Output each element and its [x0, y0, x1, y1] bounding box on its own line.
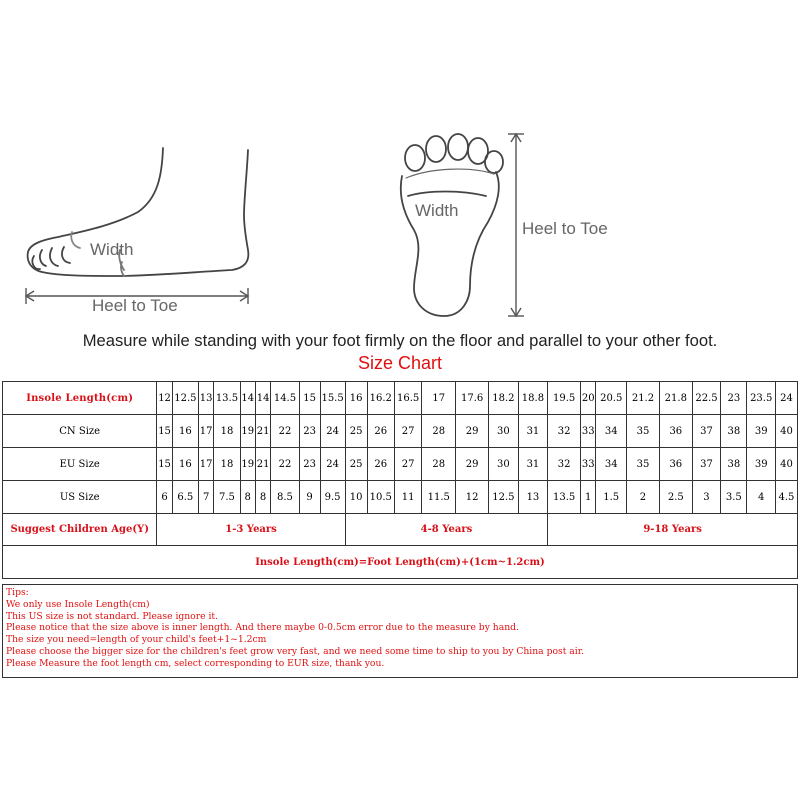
cn-size-value: 24: [320, 415, 345, 448]
us-size-value: 4.5: [775, 481, 797, 514]
foot-diagrams: [0, 0, 800, 330]
us-size-value: 2: [627, 481, 660, 514]
tip-line: Please Measure the foot length cm, select corresponding to EUR size, thank you.: [6, 657, 385, 669]
tip-line: Please choose the bigger size for the children's feet grow very fast, and we need some time to ship to you by China post air.: [6, 645, 585, 657]
cn-size-value: 40: [775, 415, 797, 448]
insole-value: 16.2: [367, 382, 394, 415]
size-chart-table: [2, 381, 798, 579]
eu-size-value: 27: [394, 448, 421, 481]
us-size-value: 8.5: [271, 481, 299, 514]
eu-size-value: 33: [581, 448, 596, 481]
tip-line: The size you need=length of your child's feet+1~1.2cm: [6, 634, 267, 646]
age-group-1-3: 1-3 Years: [157, 514, 345, 546]
eu-size-value: 34: [596, 448, 627, 481]
tips-box: [2, 584, 798, 678]
insole-value: 12.5: [172, 382, 198, 415]
cn-size-value: 34: [596, 415, 627, 448]
us-size-value: 12.5: [489, 481, 519, 514]
insole-value: 16: [345, 382, 367, 415]
us-size-value: 8: [255, 481, 270, 514]
eu-size-value: 38: [721, 448, 747, 481]
cn-size-value: 22: [271, 415, 299, 448]
cn-size-value: 26: [367, 415, 394, 448]
insole-value: 16.5: [394, 382, 421, 415]
insole-formula: Insole Length(cm)=Foot Length(cm)+(1cm~1.2cm): [3, 546, 798, 579]
cn-size-value: 18: [214, 415, 240, 448]
us-size-value: 11: [394, 481, 421, 514]
eu-size-value: 16: [172, 448, 198, 481]
cn-size-value: 29: [456, 415, 489, 448]
cn-size-value: 38: [721, 415, 747, 448]
insole-value: 17: [422, 382, 456, 415]
insole-value: 19.5: [548, 382, 581, 415]
cn-size-value: 28: [422, 415, 456, 448]
eu-size-value: 32: [548, 448, 581, 481]
us-size-value: 6: [157, 481, 172, 514]
insole-value: 20.5: [596, 382, 627, 415]
eu-size-value: 36: [659, 448, 692, 481]
eu-size-value: 31: [518, 448, 548, 481]
us-size-value: 7: [198, 481, 213, 514]
cn-size-value: 21: [255, 415, 270, 448]
eu-size-value: 40: [775, 448, 797, 481]
us-size-value: 7.5: [214, 481, 240, 514]
cn-size-value: 39: [747, 415, 775, 448]
insole-value: 24: [775, 382, 797, 415]
cn-size-value: 31: [518, 415, 548, 448]
cn-size-value: 32: [548, 415, 581, 448]
cn-size-value: 36: [659, 415, 692, 448]
eu-size-label: EU Size: [3, 448, 157, 481]
eu-size-value: 37: [692, 448, 720, 481]
eu-size-value: 21: [255, 448, 270, 481]
cn-size-value: 35: [627, 415, 660, 448]
eu-size-value: 18: [214, 448, 240, 481]
tip-line: Please notice that the size above is inner length. And there maybe 0-0.5cm error due to the measure by hand.: [6, 622, 519, 634]
insole-length-label: Insole Length(cm): [3, 382, 157, 415]
cn-size-value: 27: [394, 415, 421, 448]
insole-value: 17.6: [456, 382, 489, 415]
tip-line: This US size is not standard. Please ignore it.: [6, 610, 219, 622]
insole-value: 14: [240, 382, 255, 415]
us-size-value: 8: [240, 481, 255, 514]
tips-heading: Tips:: [6, 587, 29, 598]
cn-size-value: 33: [581, 415, 596, 448]
age-group-9-18: 9-18 Years: [548, 514, 798, 546]
eu-size-value: 22: [271, 448, 299, 481]
us-size-value: 9.5: [320, 481, 345, 514]
eu-size-value: 19: [240, 448, 255, 481]
cn-size-row: [3, 415, 798, 448]
insole-value: 18.2: [489, 382, 519, 415]
us-size-value: 13.5: [548, 481, 581, 514]
us-size-value: 3: [692, 481, 720, 514]
us-size-value: 6.5: [172, 481, 198, 514]
cn-size-value: 37: [692, 415, 720, 448]
us-size-row: [3, 481, 798, 514]
top-length-label: Heel to Toe: [522, 219, 608, 238]
us-size-value: 10: [345, 481, 367, 514]
us-size-value: 3.5: [721, 481, 747, 514]
eu-size-value: 28: [422, 448, 456, 481]
eu-size-value: 17: [198, 448, 213, 481]
top-view-foot: [401, 134, 503, 316]
insole-value: 18.8: [518, 382, 548, 415]
eu-size-value: 25: [345, 448, 367, 481]
us-size-value: 9: [299, 481, 320, 514]
cn-size-value: 25: [345, 415, 367, 448]
eu-size-value: 29: [456, 448, 489, 481]
us-size-value: 1.5: [596, 481, 627, 514]
us-size-value: 10.5: [367, 481, 394, 514]
insole-value: 14.5: [271, 382, 299, 415]
us-size-value: 4: [747, 481, 775, 514]
insole-value: 15: [299, 382, 320, 415]
eu-size-value: 23: [299, 448, 320, 481]
foot-illustrations: [0, 0, 800, 330]
cn-size-value: 15: [157, 415, 172, 448]
insole-value: 22.5: [692, 382, 720, 415]
insole-value: 13.5: [214, 382, 240, 415]
insole-value: 12: [157, 382, 172, 415]
eu-size-value: 30: [489, 448, 519, 481]
measurement-instruction: Measure while standing with your foot firmly on the floor and parallel to your other foot.: [82, 331, 718, 350]
insole-value: 15.5: [320, 382, 345, 415]
eu-size-value: 15: [157, 448, 172, 481]
eu-size-value: 24: [320, 448, 345, 481]
cn-size-label: CN Size: [3, 415, 157, 448]
children-age-row: [3, 514, 798, 546]
us-size-value: 2.5: [659, 481, 692, 514]
us-size-value: 12: [456, 481, 489, 514]
side-width-label: Width: [90, 240, 134, 259]
size-chart-title: Size Chart: [357, 353, 443, 373]
eu-size-value: 26: [367, 448, 394, 481]
insole-value: 14: [255, 382, 270, 415]
age-group-4-8: 4-8 Years: [345, 514, 548, 546]
cn-size-value: 30: [489, 415, 519, 448]
formula-row: [3, 546, 798, 579]
insole-length-row: [3, 382, 798, 415]
tip-line: We only use Insole Length(cm): [6, 598, 150, 610]
us-size-value: 1: [581, 481, 596, 514]
side-length-label: Heel to Toe: [92, 296, 178, 315]
insole-value: 21.8: [659, 382, 692, 415]
us-size-value: 13: [518, 481, 548, 514]
children-age-label: Suggest Children Age(Y): [3, 514, 157, 546]
cn-size-value: 17: [198, 415, 213, 448]
us-size-label: US Size: [3, 481, 157, 514]
insole-value: 23.5: [747, 382, 775, 415]
cn-size-value: 19: [240, 415, 255, 448]
us-size-value: 11.5: [422, 481, 456, 514]
top-width-label: Width: [415, 201, 459, 220]
eu-size-value: 35: [627, 448, 660, 481]
insole-value: 21.2: [627, 382, 660, 415]
eu-size-row: [3, 448, 798, 481]
insole-value: 23: [721, 382, 747, 415]
insole-value: 13: [198, 382, 213, 415]
cn-size-value: 16: [172, 415, 198, 448]
insole-value: 20: [581, 382, 596, 415]
eu-size-value: 39: [747, 448, 775, 481]
side-view-foot: [28, 148, 249, 276]
cn-size-value: 23: [299, 415, 320, 448]
